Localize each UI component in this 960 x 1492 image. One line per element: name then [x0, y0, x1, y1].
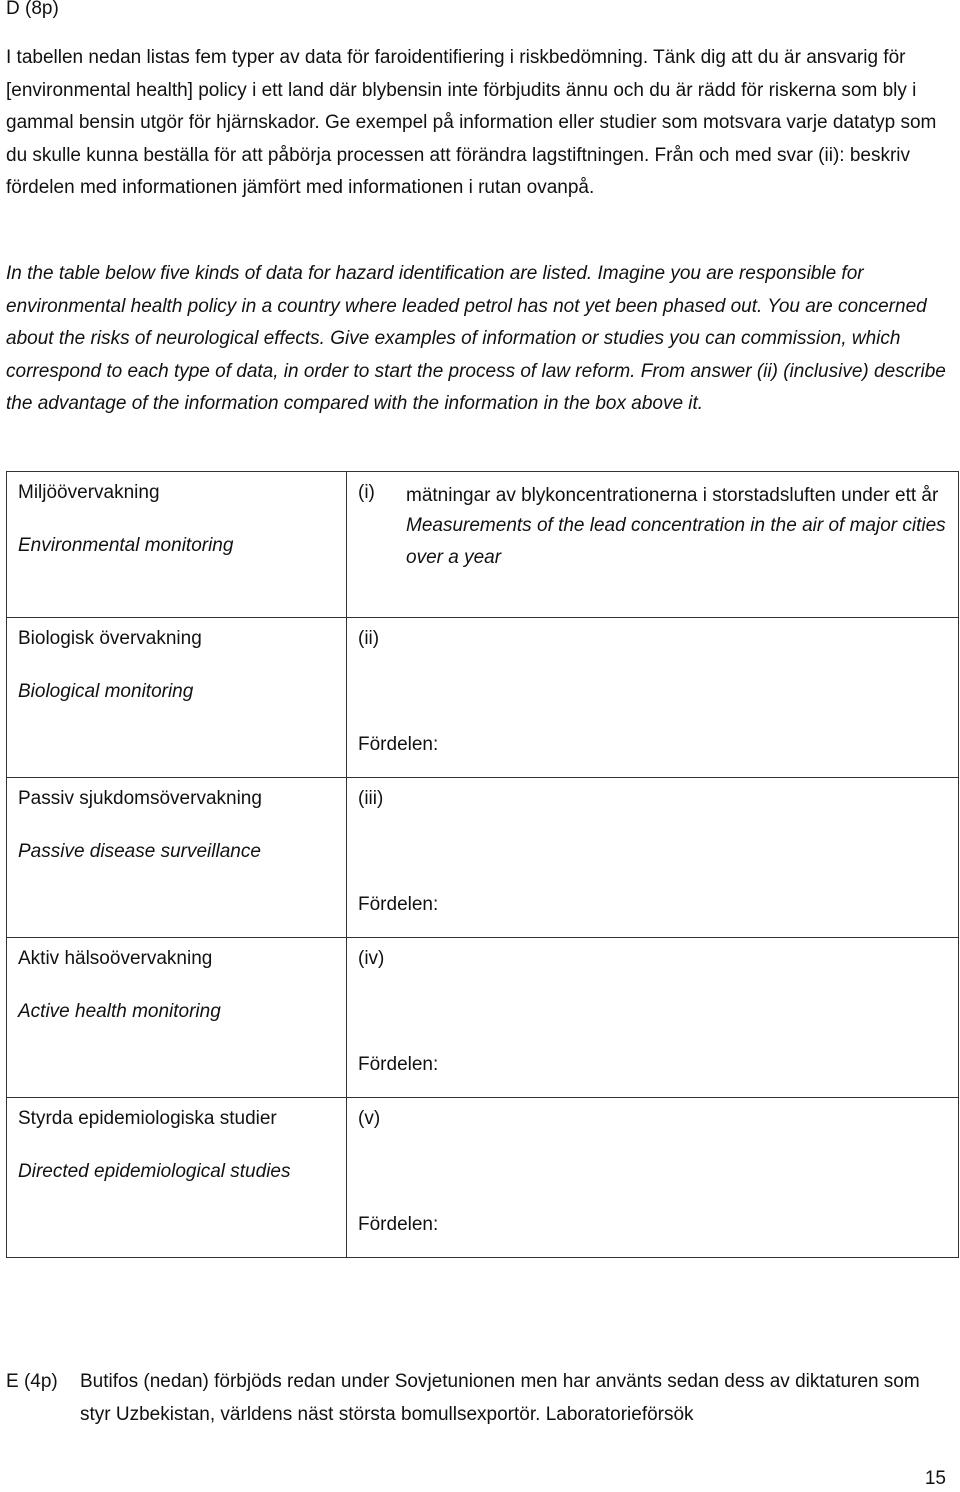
answer-cell[interactable]: [347, 938, 959, 1098]
section-e-heading: E (4p): [6, 1371, 58, 1392]
data-type-label-en: Biological monitoring: [18, 681, 194, 702]
instructions-english: In the table below five kinds of data for hazard identification are listed. Imagine you are responsible for environmental health policy in a country where leaded petrol has not yet been phased out. You are concerned about the risks of neurological effects. Give examples of information or studies you can commission, which correspond to each type of data, in order to start the process of law reform. From answer (ii) (inclusive) describe the advantage of the information compared with the information in the box above it.: [6, 263, 946, 414]
section-e-text: Butifos (nedan) förbjöds redan under Sovjetunionen men har använts sedan dess av diktaturen som styr Uzbekistan, världens näst största bomullsexportör. Laboratorieförsök: [80, 1371, 920, 1425]
advantage-label: Fördelen:: [358, 1214, 439, 1235]
table-row: [7, 1098, 959, 1258]
advantage-label: Fördelen:: [358, 1054, 439, 1075]
answer-cell[interactable]: [347, 1098, 959, 1258]
section-d-heading: D (8p): [6, 0, 59, 19]
answer-number: (iv): [358, 948, 385, 969]
answer-number: (v): [358, 1108, 381, 1129]
data-types-table: [6, 471, 959, 1258]
data-type-label-sv: Passiv sjukdomsövervakning: [18, 788, 262, 809]
data-type-label-sv: Biologisk övervakning: [18, 628, 202, 649]
answer-number: (ii): [358, 628, 380, 649]
answer-cell[interactable]: [347, 778, 959, 938]
data-type-label-sv: Aktiv hälsoövervakning: [18, 948, 213, 969]
data-type-cell: [7, 778, 347, 938]
answer-cell: [347, 472, 959, 618]
table-row: [7, 938, 959, 1098]
data-type-label-en: Passive disease surveillance: [18, 841, 261, 862]
table-row: [7, 778, 959, 938]
data-type-label-sv: Miljöövervakning: [18, 482, 160, 503]
answer-number: (i): [358, 482, 375, 503]
data-type-cell: [7, 1098, 347, 1258]
table-row: [7, 618, 959, 778]
data-type-label-en: Environmental monitoring: [18, 535, 234, 556]
data-type-cell: [7, 618, 347, 778]
data-type-cell: [7, 938, 347, 1098]
answer-number: (iii): [358, 788, 384, 809]
data-type-cell: [7, 472, 347, 618]
example-answer-en: Measurements of the lead concentration in the air of major cities over a year: [406, 515, 946, 568]
data-type-label-en: Active health monitoring: [18, 1001, 221, 1022]
table-row: [7, 472, 959, 618]
advantage-label: Fördelen:: [358, 734, 439, 755]
example-answer-sv: mätningar av blykoncentrationerna i storstadsluften under ett år: [406, 485, 939, 506]
data-type-label-en: Directed epidemiological studies: [18, 1161, 291, 1182]
data-type-label-sv: Styrda epidemiologiska studier: [18, 1108, 277, 1129]
instructions-swedish: I tabellen nedan listas fem typer av data för faroidentifiering i riskbedömning. Tänk dig att du är ansvarig för [environmental health] policy i ett land där blybensin inte förbjudits ännu och du är rädd för riskerna som bly i gammal bensin utgör för hjärnskador. Ge exempel på information eller studier som motsvara varje datatyp som du skulle kunna beställa för att påbörja processen att förändra lagstiftningen. Från och med svar (ii): beskriv fördelen med informationen jämfört med informationen i rutan ovanpå.: [6, 47, 937, 198]
answer-cell[interactable]: [347, 618, 959, 778]
page-number: 15: [924, 1468, 946, 1489]
advantage-label: Fördelen:: [358, 894, 439, 915]
